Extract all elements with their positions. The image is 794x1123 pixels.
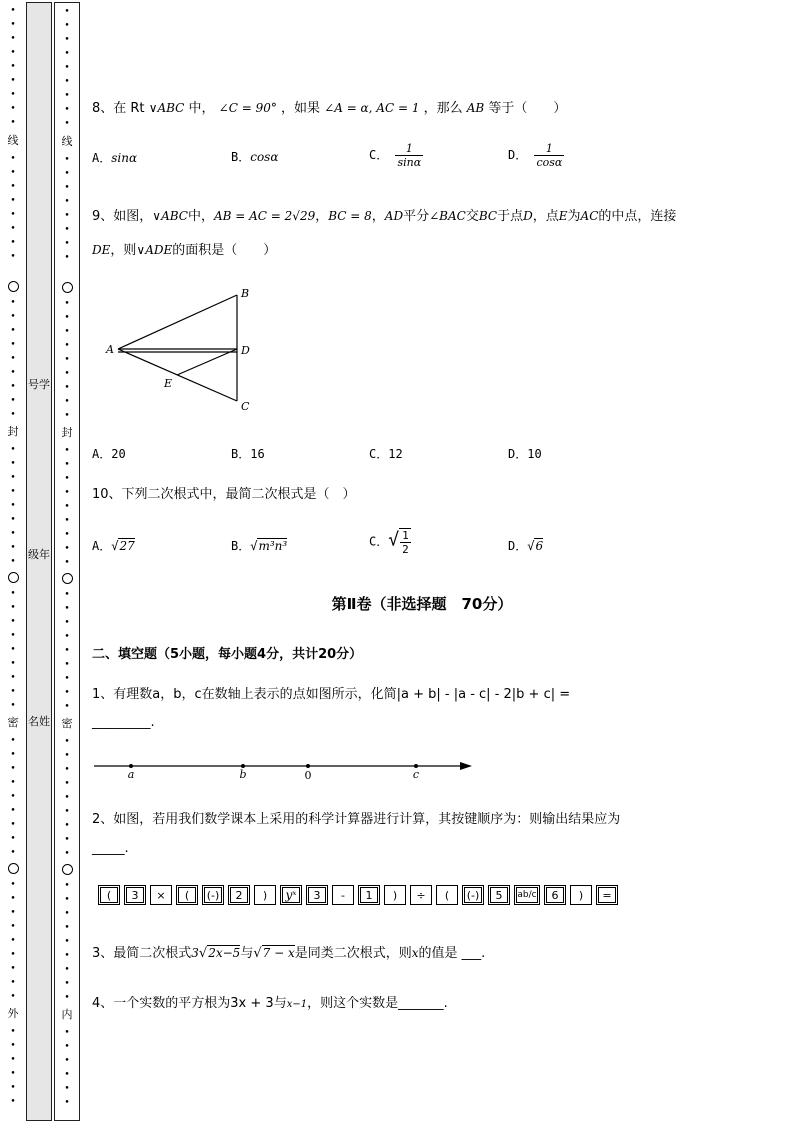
dotted-line: • • • • • • • • • bbox=[10, 880, 16, 1002]
fraction: $\frac{1}{\cos\alpha}$ bbox=[536, 142, 563, 169]
sqrt-icon: √ bbox=[527, 539, 535, 553]
key-open-paren[interactable]: ( bbox=[98, 885, 120, 905]
circle-mark bbox=[62, 573, 73, 584]
question-8-option-d[interactable]: D． $\frac{1}{\cos\alpha}$ bbox=[508, 142, 563, 169]
dotted-line: • • • • • • • • • bbox=[64, 590, 70, 712]
fill-1-answer-blank[interactable]: _________. bbox=[92, 715, 155, 730]
question-10-option-d[interactable]: D．√6 bbox=[508, 539, 544, 553]
student-id-label: 号学 bbox=[28, 378, 50, 391]
gutter-mark: 线 bbox=[7, 134, 19, 147]
sqrt-icon: √ bbox=[198, 946, 208, 961]
key-1[interactable]: 1 bbox=[358, 885, 380, 905]
fill-in-part-title: 二、填空题（5小题，每小题4分，共计20分） bbox=[92, 647, 363, 662]
key-divide[interactable]: ÷ bbox=[410, 885, 432, 905]
circle-mark bbox=[62, 864, 73, 875]
question-8-option-b[interactable]: B．cosα bbox=[231, 150, 279, 164]
question-10-option-a[interactable]: A．√27 bbox=[92, 539, 135, 553]
dotted-line: • • • • • • • • • bbox=[64, 7, 70, 129]
question-9-stem-line1: 9、如图，∨ABC中，AB = AC = 2√29，BC = 8，AD平分∠BAC交BC于点D，点E为AC的中点，连接 bbox=[92, 209, 677, 224]
fraction: $\frac{1}{2}$ bbox=[399, 528, 411, 556]
point-0 bbox=[306, 764, 310, 768]
dotted-line: • • • • • • • • • bbox=[10, 6, 16, 128]
key-5[interactable]: 5 bbox=[488, 885, 510, 905]
label-a: A bbox=[106, 343, 114, 356]
dotted-line: • • • • • • • • • bbox=[10, 736, 16, 858]
sqrt-icon: √ bbox=[111, 539, 119, 553]
label-c: C bbox=[241, 400, 250, 413]
fill-1-line1: 1、有理数a，b，c在数轴上表示的点如图所示，化简|a + b| - |a - c| - 2|b + c| = bbox=[92, 687, 571, 702]
student-info-strip bbox=[26, 2, 52, 1121]
question-10-option-b[interactable]: B．√m³n³ bbox=[231, 539, 288, 553]
key-open-paren[interactable]: ( bbox=[436, 885, 458, 905]
key-3[interactable]: 3 bbox=[124, 885, 146, 905]
label-d: D bbox=[241, 344, 250, 357]
fill-3-line: 3、最简二次根式3√2x−5与√7 − x是同类二次根式，则x的值是 ___. bbox=[92, 946, 486, 961]
arrow-icon bbox=[460, 762, 472, 770]
fill-2-line1: 2、如图，若用我们数学课本上采用的科学计算器进行计算，其按键顺序为：则输出结果应为 bbox=[92, 812, 621, 827]
question-8-stem: 8、在 Rt ∨ABC 中， ∠C = 90° ，如果 ∠A = α, AC = 1 ，那么 AB 等于（ ） bbox=[92, 101, 567, 116]
key-minus[interactable]: - bbox=[332, 885, 354, 905]
segment-de bbox=[177, 349, 237, 375]
question-9-stem-line2: DE，则∨ADE的面积是（ ） bbox=[92, 243, 277, 258]
axis-label-b: b bbox=[239, 768, 247, 781]
outer-binding-column bbox=[0, 0, 26, 1123]
label-b: B bbox=[241, 287, 250, 300]
question-9-option-b[interactable]: B．16 bbox=[231, 447, 265, 461]
question-10-stem: 10、下列二次根式中，最简二次根式是（ ） bbox=[92, 487, 356, 502]
gutter-mark: 内 bbox=[61, 1008, 73, 1021]
gutter-mark: 封 bbox=[61, 426, 73, 439]
key-multiply[interactable]: × bbox=[150, 885, 172, 905]
number-line bbox=[94, 755, 478, 785]
key-negative[interactable]: (-) bbox=[462, 885, 484, 905]
axis-label-0: 0 bbox=[304, 769, 312, 782]
segment-ab bbox=[118, 295, 237, 349]
label-e: E bbox=[164, 377, 173, 390]
key-equals[interactable]: = bbox=[596, 885, 618, 905]
circle-mark bbox=[8, 281, 19, 292]
gutter-mark: 封 bbox=[7, 425, 19, 438]
sqrt-icon: √ bbox=[388, 529, 400, 551]
calculator-key-sequence bbox=[98, 885, 618, 905]
fill-2-answer-blank[interactable]: _____. bbox=[92, 841, 129, 856]
dotted-line: • • • • • • bbox=[64, 1028, 70, 1108]
dotted-line: • • • • • • • • • bbox=[10, 298, 16, 420]
fill-4-line: 4、一个实数的平方根为3x + 3与x−1，则这个实数是_______. bbox=[92, 996, 448, 1011]
key-negative[interactable]: (-) bbox=[202, 885, 224, 905]
name-label: 名姓 bbox=[28, 715, 50, 728]
question-9-option-c[interactable]: C．12 bbox=[369, 447, 403, 461]
circle-mark bbox=[8, 572, 19, 583]
axis-label-a: a bbox=[127, 768, 135, 781]
sqrt-icon: √ bbox=[250, 539, 258, 553]
dotted-line: • • • • • • • • • bbox=[64, 881, 70, 1003]
dotted-line: • • • • • • • • • bbox=[64, 737, 70, 859]
question-9-option-a[interactable]: A．20 bbox=[92, 447, 126, 461]
grade-label: 级年 bbox=[28, 548, 50, 561]
dotted-line: • • • • • • bbox=[10, 1027, 16, 1107]
question-8-option-c[interactable]: C． $\frac{1}{\sin\alpha}$ bbox=[369, 142, 422, 169]
section-2-title: 第Ⅱ卷（非选择题 70分） bbox=[331, 595, 513, 613]
question-10-option-c[interactable]: C．√ $\frac{1}{2}$ bbox=[369, 529, 409, 556]
dotted-line: • • • • • • • • • bbox=[10, 589, 16, 711]
gutter-mark: 线 bbox=[61, 135, 73, 148]
axis-label-c: c bbox=[412, 768, 420, 781]
dotted-line: • • • • • • • • bbox=[10, 154, 16, 262]
fraction: $\frac{1}{\sin\alpha}$ bbox=[397, 142, 422, 169]
dotted-line: • • • • • • • • • bbox=[64, 299, 70, 421]
dotted-line: • • • • • • • • • bbox=[64, 446, 70, 568]
gutter-mark: 密 bbox=[61, 717, 73, 730]
circle-mark bbox=[62, 282, 73, 293]
key-close-paren[interactable]: ) bbox=[254, 885, 276, 905]
dotted-line: • • • • • • • • • bbox=[10, 445, 16, 567]
key-2[interactable]: 2 bbox=[228, 885, 250, 905]
triangle-figure bbox=[102, 282, 272, 416]
key-close-paren[interactable]: ) bbox=[570, 885, 592, 905]
key-power[interactable]: yˣ bbox=[280, 885, 302, 905]
dotted-line: • • • • • • • • bbox=[64, 155, 70, 263]
sqrt-icon: √ bbox=[253, 946, 262, 961]
key-fraction[interactable]: ab/c bbox=[514, 885, 540, 905]
question-8-option-a[interactable]: A．sinα bbox=[92, 151, 138, 165]
gutter-mark: 外 bbox=[7, 1007, 19, 1020]
key-close-paren[interactable]: ) bbox=[384, 885, 406, 905]
key-open-paren[interactable]: ( bbox=[176, 885, 198, 905]
gutter-mark: 密 bbox=[7, 716, 19, 729]
circle-mark bbox=[8, 863, 19, 874]
key-6[interactable]: 6 bbox=[544, 885, 566, 905]
inner-binding-column bbox=[54, 2, 80, 1121]
key-3[interactable]: 3 bbox=[306, 885, 328, 905]
question-9-option-d[interactable]: D．10 bbox=[508, 447, 542, 461]
